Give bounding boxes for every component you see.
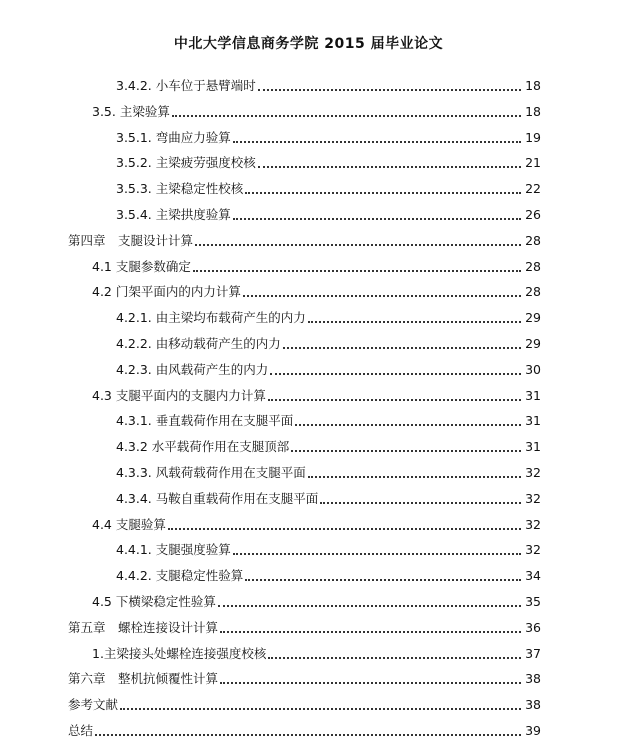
- toc-entry-title: 3.5.1. 弯曲应力验算: [116, 129, 231, 145]
- toc-dot-leader: [268, 399, 521, 401]
- toc-entry[interactable]: [116, 562, 541, 584]
- toc-dot-leader: [245, 579, 521, 581]
- toc-dot-leader: [218, 605, 521, 607]
- toc-entry-page-number: 31: [525, 413, 541, 429]
- toc-dot-leader: [291, 450, 521, 452]
- toc-dot-leader: [320, 502, 521, 504]
- toc-dot-leader: [308, 476, 521, 478]
- toc-entry[interactable]: [116, 330, 541, 352]
- toc-dot-leader: [220, 682, 521, 684]
- toc-entry-title: 4.3.4. 马鞍自重载荷作用在支腿平面: [116, 490, 319, 506]
- toc-entry[interactable]: [68, 614, 541, 636]
- toc-dot-leader: [243, 295, 521, 297]
- toc-dot-leader: [193, 270, 521, 272]
- toc-entry[interactable]: [116, 149, 541, 171]
- toc-entry[interactable]: [116, 175, 541, 197]
- toc-entry[interactable]: [116, 485, 541, 507]
- toc-entry[interactable]: [92, 278, 541, 300]
- toc-entry-page-number: 19: [525, 129, 541, 145]
- toc-entry-title: 4.3.2 水平载荷作用在支腿顶部: [116, 439, 290, 455]
- toc-dot-leader: [258, 166, 521, 168]
- toc-entry[interactable]: [116, 304, 541, 326]
- toc-entry[interactable]: [68, 665, 541, 687]
- toc-entry[interactable]: [68, 717, 541, 739]
- toc-entry-title: 3.5.4. 主梁拱度验算: [116, 207, 231, 222]
- toc-entry-title: 参考文献: [68, 697, 119, 713]
- toc-dot-leader: [233, 218, 521, 220]
- toc-dot-leader: [95, 734, 521, 736]
- toc-entry-title: 总结: [68, 723, 94, 738]
- toc-entry-title: 4.2 门架平面内的内力计算: [92, 284, 241, 300]
- toc-entry[interactable]: [92, 640, 541, 662]
- toc-entry-title: 4.3.1. 垂直载荷作用在支腿平面: [116, 413, 294, 429]
- toc-entry-page-number: 18: [525, 78, 541, 93]
- toc-entry-title: 4.5 下横梁稳定性验算: [92, 594, 216, 609]
- toc-entry-title: 第六章 整机抗倾覆性计算: [68, 671, 219, 687]
- toc-entry-title: 4.3.3. 风载荷载荷作用在支腿平面: [116, 465, 306, 480]
- toc-entry-page-number: 37: [525, 645, 541, 661]
- toc-dot-leader: [233, 553, 521, 555]
- toc-entry-page-number: 29: [525, 336, 541, 351]
- page-header-title: 中北大学信息商务学院 2015 届毕业论文: [173, 36, 444, 52]
- toc-entry-title: 第四章 支腿设计计算: [68, 232, 194, 248]
- toc-entry[interactable]: [116, 407, 541, 429]
- toc-entry-page-number: 18: [525, 103, 541, 119]
- toc-entry-page-number: 34: [525, 568, 541, 584]
- toc-entry-page-number: 21: [525, 155, 541, 171]
- toc-entry[interactable]: [116, 433, 541, 455]
- toc-entry-title: 4.4.2. 支腿稳定性验算: [116, 568, 244, 584]
- toc-dot-leader: [283, 347, 521, 349]
- toc-entry-page-number: 38: [525, 671, 541, 687]
- toc-entry-title: 3.4.2. 小车位于悬臂端时: [116, 78, 256, 93]
- toc-entry-page-number: 32: [525, 465, 541, 480]
- toc-entry[interactable]: [116, 459, 541, 481]
- toc-entry[interactable]: [116, 356, 541, 378]
- toc-entry-page-number: 28: [525, 258, 541, 274]
- toc-entry[interactable]: [92, 588, 541, 610]
- toc-entry-title: 4.4.1. 支腿强度验算: [116, 542, 231, 558]
- toc-entry-title: 3.5.2. 主梁疲劳强度校核: [116, 155, 256, 171]
- toc-dot-leader: [120, 708, 521, 710]
- toc-dot-leader: [233, 141, 521, 143]
- toc-entry-title: 3.5.3. 主梁稳定性校核: [116, 181, 244, 197]
- toc-entry-page-number: 32: [525, 516, 541, 532]
- toc-entry-title: 第五章 螺栓连接设计计算: [68, 619, 219, 635]
- toc-dot-leader: [220, 631, 521, 633]
- toc-entry-page-number: 28: [525, 232, 541, 248]
- toc-dot-leader: [245, 192, 521, 194]
- toc-entry[interactable]: [92, 253, 541, 275]
- toc-entry-title: 4.4 支腿验算: [92, 516, 166, 532]
- toc-dot-leader: [172, 115, 521, 117]
- toc-entry-page-number: 28: [525, 284, 541, 300]
- toc-entry-page-number: 31: [525, 387, 541, 403]
- toc-entry-title: 4.2.2. 由移动载荷产生的内力: [116, 336, 281, 351]
- toc-entry-title: 4.2.3. 由风载荷产生的内力: [116, 361, 269, 377]
- toc-dot-leader: [195, 244, 521, 246]
- toc-entry-page-number: 30: [525, 361, 541, 377]
- toc-entry[interactable]: [92, 98, 541, 120]
- toc-entry-page-number: 29: [525, 310, 541, 326]
- toc-entry[interactable]: [92, 382, 541, 404]
- toc-dot-leader: [168, 528, 521, 530]
- toc-entry-page-number: 35: [525, 594, 541, 609]
- toc-entry-title: 3.5. 主梁验算: [92, 103, 170, 119]
- toc-entry[interactable]: [68, 227, 541, 249]
- toc-entry-page-number: 36: [525, 619, 541, 635]
- toc-entry-title: 4.1 支腿参数确定: [92, 258, 191, 274]
- toc-entry[interactable]: [116, 72, 541, 94]
- toc-dot-leader: [308, 321, 521, 323]
- toc-entry[interactable]: [116, 124, 541, 146]
- toc-entry-title: 1.主梁接头处螺栓连接强度校核: [92, 645, 267, 661]
- toc-entry-page-number: 32: [525, 542, 541, 558]
- toc-dot-leader: [268, 657, 521, 659]
- toc-entry-page-number: 39: [525, 723, 541, 738]
- toc-dot-leader: [295, 424, 521, 426]
- toc-entry-page-number: 38: [525, 697, 541, 713]
- toc-entry[interactable]: [92, 511, 541, 533]
- toc-entry[interactable]: [68, 691, 541, 713]
- toc-entry-page-number: 26: [525, 207, 541, 222]
- toc-dot-leader: [258, 89, 521, 91]
- toc-entry-page-number: 32: [525, 490, 541, 506]
- toc-entry-page-number: 22: [525, 181, 541, 197]
- toc-entry[interactable]: [116, 536, 541, 558]
- toc-dot-leader: [270, 373, 521, 375]
- toc-entry-title: 4.3 支腿平面内的支腿内力计算: [92, 387, 266, 403]
- toc-entry-page-number: 31: [525, 439, 541, 455]
- toc-entry-title: 4.2.1. 由主梁均布载荷产生的内力: [116, 310, 306, 326]
- toc-entry[interactable]: [116, 201, 541, 223]
